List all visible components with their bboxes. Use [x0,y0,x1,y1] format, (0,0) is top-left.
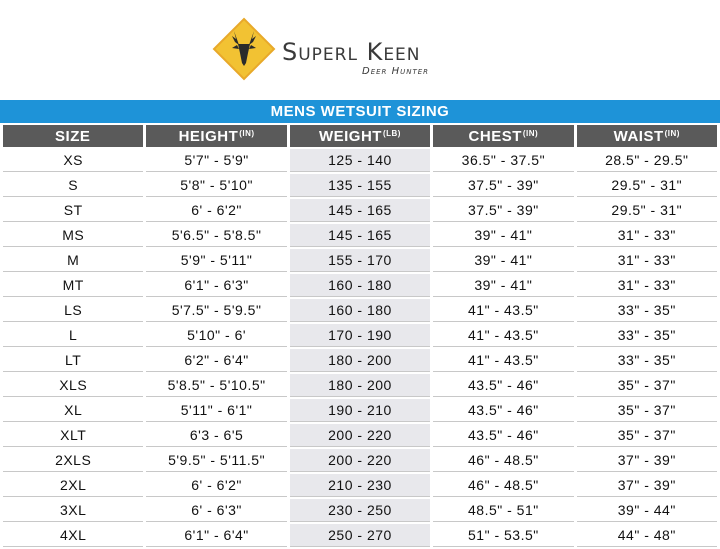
cell-size: MS [3,224,143,247]
header-row [3,125,717,147]
cell-height: 6'3 - 6'5 [146,424,286,447]
cell-waist: 35" - 37" [577,374,717,397]
cell-waist: 33" - 35" [577,349,717,372]
cell-chest: 41" - 43.5" [433,299,573,322]
cell-height: 6'1" - 6'4" [146,524,286,547]
cell-size: XLS [3,374,143,397]
cell-height: 5'7" - 5'9" [146,149,286,172]
table-row [3,449,717,472]
cell-waist: 37" - 39" [577,449,717,472]
table-row [3,399,717,422]
table-row [3,274,717,297]
cell-size: 4XL [3,524,143,547]
cell-waist: 39" - 44" [577,499,717,522]
cell-weight: 210 - 230 [290,474,430,497]
cell-size: M [3,249,143,272]
brand-name: Superl Keen [282,38,421,66]
cell-height: 5'8" - 5'10" [146,174,286,197]
cell-chest: 46" - 48.5" [433,449,573,472]
cell-size: 3XL [3,499,143,522]
cell-chest: 43.5" - 46" [433,374,573,397]
cell-height: 5'8.5" - 5'10.5" [146,374,286,397]
cell-chest: 41" - 43.5" [433,324,573,347]
cell-waist: 29.5" - 31" [577,199,717,222]
col-header-waist: $WAIST^{(IN)}$ [577,125,717,147]
table-row [3,174,717,197]
cell-size: ST [3,199,143,222]
col-header-size: SIZE [3,125,143,147]
size-chart [0,100,720,543]
table-row [3,374,717,397]
cell-waist: 33" - 35" [577,324,717,347]
table-row [3,474,717,497]
cell-waist: 31" - 33" [577,249,717,272]
brand-tagline: Deer Hunter [362,66,430,77]
cell-weight: 170 - 190 [290,324,430,347]
cell-size: 2XL [3,474,143,497]
cell-weight: 200 - 220 [290,424,430,447]
cell-weight: 160 - 180 [290,274,430,297]
cell-height: 6'1" - 6'3" [146,274,286,297]
cell-waist: 31" - 33" [577,274,717,297]
col-header-weight: $WEIGHT^{(LB)}$ [290,125,430,147]
cell-weight: 180 - 200 [290,349,430,372]
cell-height: 5'6.5" - 5'8.5" [146,224,286,247]
cell-weight: 135 - 155 [290,174,430,197]
chart-title: MENS WETSUIT SIZING [0,100,720,123]
cell-weight: 200 - 220 [290,449,430,472]
cell-size: XS [3,149,143,172]
cell-weight: 190 - 210 [290,399,430,422]
cell-size: S [3,174,143,197]
table-row [3,249,717,272]
cell-weight: 180 - 200 [290,374,430,397]
table-row [3,149,717,172]
cell-size: XLT [3,424,143,447]
cell-chest: 36.5" - 37.5" [433,149,573,172]
cell-chest: 48.5" - 51" [433,499,573,522]
deer-head-icon [212,17,276,81]
cell-weight: 155 - 170 [290,249,430,272]
cell-size: LS [3,299,143,322]
cell-waist: 35" - 37" [577,399,717,422]
col-header-chest: $CHEST^{(IN)}$ [433,125,573,147]
cell-chest: 37.5" - 39" [433,199,573,222]
cell-weight: 145 - 165 [290,224,430,247]
cell-height: 5'7.5" - 5'9.5" [146,299,286,322]
cell-weight: 250 - 270 [290,524,430,547]
cell-height: 6' - 6'2" [146,474,286,497]
cell-height: 6' - 6'2" [146,199,286,222]
cell-size: MT [3,274,143,297]
cell-height: 6'2" - 6'4" [146,349,286,372]
table-row [3,199,717,222]
cell-waist: 44" - 48" [577,524,717,547]
table-row [3,424,717,447]
cell-chest: 46" - 48.5" [433,474,573,497]
cell-height: 6' - 6'3" [146,499,286,522]
col-header-height: $HEIGHT^{(IN)}$ [146,125,286,147]
cell-chest: 43.5" - 46" [433,399,573,422]
size-table [0,123,720,549]
cell-size: 2XLS [3,449,143,472]
cell-waist: 31" - 33" [577,224,717,247]
table-row [3,224,717,247]
cell-chest: 39" - 41" [433,249,573,272]
cell-waist: 33" - 35" [577,299,717,322]
cell-chest: 51" - 53.5" [433,524,573,547]
cell-height: 5'9" - 5'11" [146,249,286,272]
cell-waist: 29.5" - 31" [577,174,717,197]
cell-waist: 28.5" - 29.5" [577,149,717,172]
cell-chest: 37.5" - 39" [433,174,573,197]
cell-height: 5'11" - 6'1" [146,399,286,422]
cell-waist: 35" - 37" [577,424,717,447]
cell-weight: 230 - 250 [290,499,430,522]
cell-height: 5'9.5" - 5'11.5" [146,449,286,472]
cell-weight: 160 - 180 [290,299,430,322]
cell-size: LT [3,349,143,372]
table-row [3,499,717,522]
cell-height: 5'10" - 6' [146,324,286,347]
table-row [3,324,717,347]
cell-chest: 39" - 41" [433,224,573,247]
table-row [3,524,717,547]
cell-chest: 39" - 41" [433,274,573,297]
cell-weight: 145 - 165 [290,199,430,222]
cell-chest: 41" - 43.5" [433,349,573,372]
table-row [3,299,717,322]
table-row [3,349,717,372]
cell-weight: 125 - 140 [290,149,430,172]
cell-waist: 37" - 39" [577,474,717,497]
cell-size: XL [3,399,143,422]
cell-size: L [3,324,143,347]
brand-logo [0,0,720,98]
cell-chest: 43.5" - 46" [433,424,573,447]
